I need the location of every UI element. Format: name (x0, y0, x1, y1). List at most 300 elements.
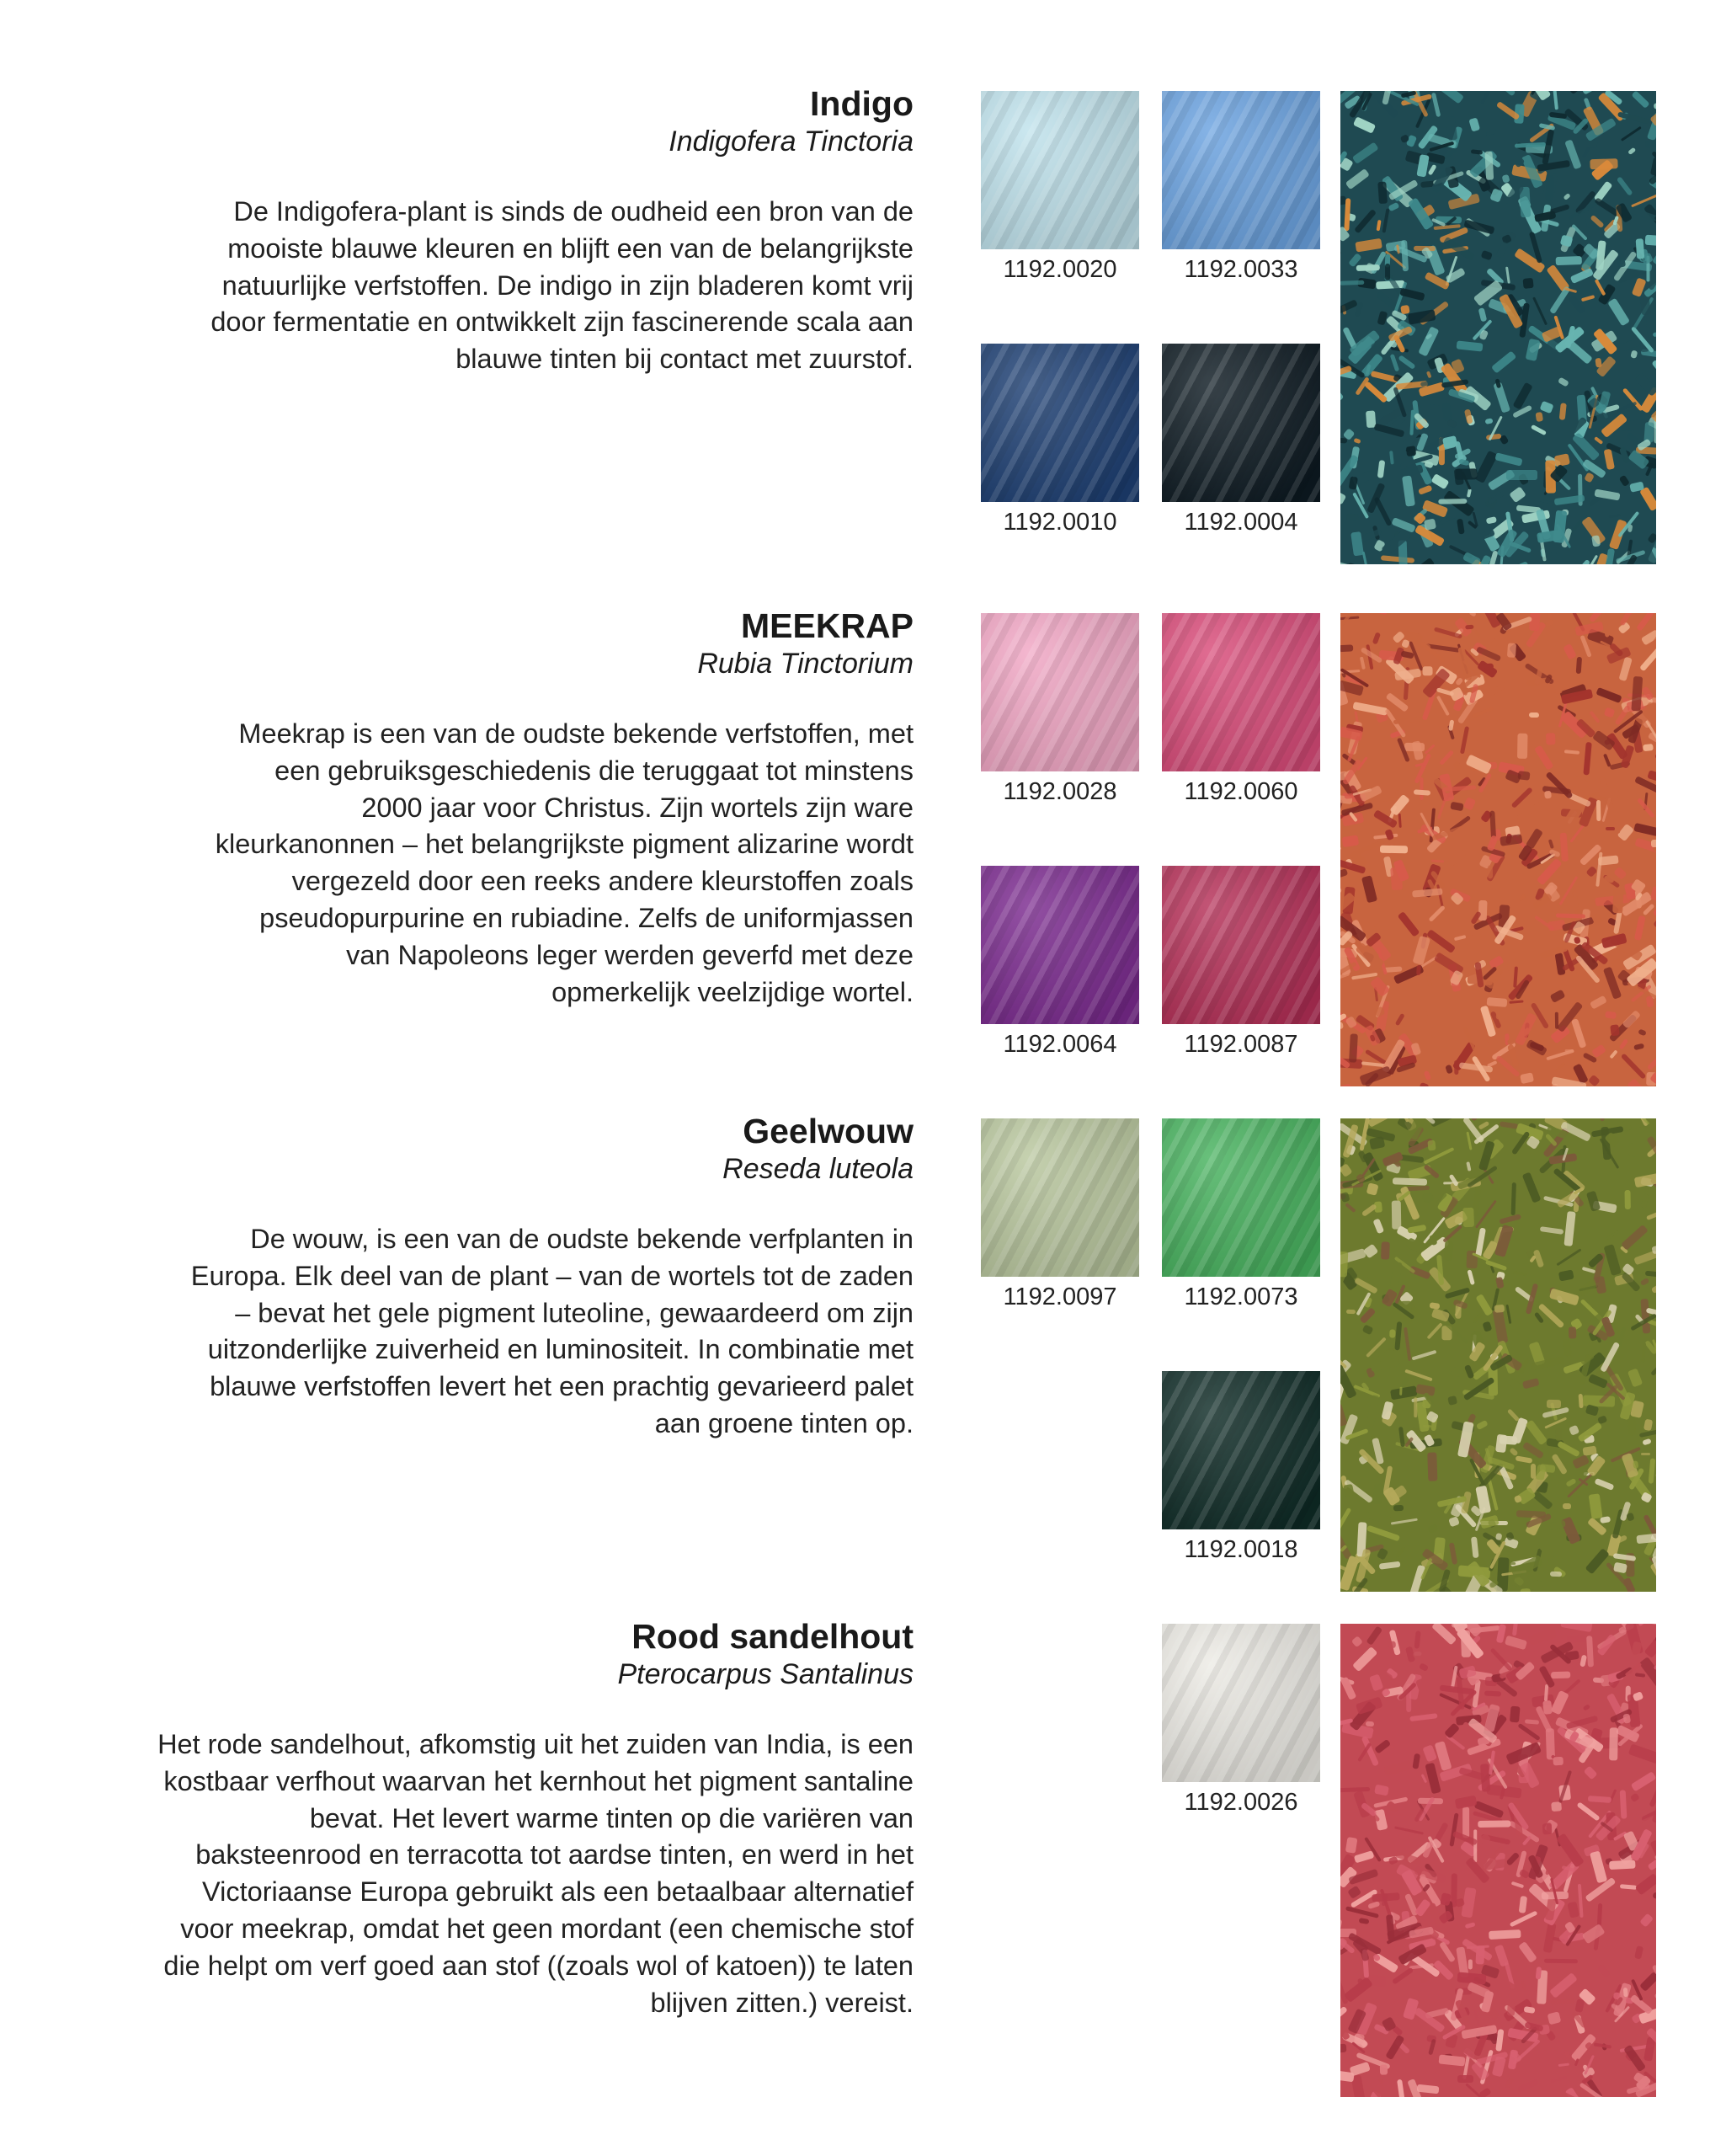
texture-chip (1483, 1321, 1493, 1332)
texture-chip (1519, 1896, 1528, 1913)
texture-chip (1484, 418, 1493, 424)
texture-chip (1508, 1378, 1521, 1390)
texture-chip (1390, 867, 1403, 891)
texture-chip (1370, 975, 1390, 996)
texture-chip (1553, 686, 1563, 694)
texture-chip (1524, 1158, 1540, 1174)
texture-chip (1653, 326, 1656, 337)
texture-chip (1457, 647, 1472, 681)
texture-chip (1554, 453, 1570, 467)
texture-chip (1366, 1182, 1379, 1195)
texture-chip (1653, 919, 1656, 944)
texture-chip (1488, 1929, 1521, 1940)
texture-chip (1389, 1262, 1402, 1289)
texture-chip (1345, 168, 1370, 189)
texture-chip (1504, 869, 1518, 883)
texture-chip (1359, 1918, 1370, 1924)
swatch-code: 1192.0026 (1184, 1789, 1298, 1816)
texture-chip (1565, 1478, 1577, 1488)
texture-chip (1461, 1491, 1472, 1513)
texture-chip (1556, 256, 1582, 265)
texture-chip (1582, 1705, 1590, 1712)
texture-chip (1421, 1192, 1435, 1205)
texture-chip (1510, 1417, 1528, 1444)
texture-chip (1428, 163, 1437, 174)
swatch-code: 1192.0087 (1184, 1031, 1298, 1058)
texture-chip (1468, 613, 1477, 617)
texture-chip (1522, 1835, 1532, 1845)
texture-chip (1587, 1454, 1606, 1476)
texture-chip (1643, 1418, 1654, 1430)
texture-chip (1388, 201, 1399, 211)
texture-chip (1340, 2070, 1354, 2082)
dye-description: Meekrap is een van de oudste bekende verfstoffen, met een gebruiksgeschiedenis die teruggaat tot minstens 2000 jaar voor Christus. Zijn wortels zijn ware kleurkanonnen – het belangrijkste pigment alizarine wordt vergezeld door een reeks andere kleurstoffen zoals pseudopurpurine en rubiadine. Zelfs de uniformjassen van Napoleons leger werden geverfd met deze opmerkelijk veelzijdige wortel. (215, 718, 914, 1007)
texture-chip (1370, 1673, 1384, 1691)
texture-chip (1450, 802, 1463, 811)
texture-chip (1571, 1019, 1586, 1049)
texture-chip (1509, 1911, 1537, 1928)
texture-chip (1411, 1350, 1436, 1361)
texture-chip (1340, 1677, 1356, 1700)
texture-chip (1341, 835, 1359, 848)
texture-chip (1478, 900, 1487, 921)
texture-chip (1547, 1400, 1561, 1408)
texture-chip (1580, 1655, 1586, 1667)
texture-chip (1633, 1691, 1643, 1702)
texture-chip (1622, 1988, 1627, 1998)
texture-chip (1551, 1998, 1575, 2006)
texture-chip (1569, 1326, 1576, 1338)
texture-chip (1542, 1823, 1552, 1835)
texture-chip (1442, 403, 1452, 421)
texture-chip (1518, 1941, 1537, 1963)
texture-chip (1606, 548, 1615, 564)
texture-chip (1589, 1075, 1601, 1086)
texture-chip (1393, 1505, 1403, 1512)
texture-chip (1633, 1043, 1644, 1049)
texture-chip (1426, 929, 1456, 953)
texture-chip (1370, 1357, 1399, 1372)
yarn-swatch (1162, 344, 1320, 537)
texture-chip (1649, 1459, 1655, 1485)
texture-chip (1340, 644, 1353, 652)
texture-chip (1638, 1657, 1656, 1689)
texture-chip (1510, 1182, 1516, 1215)
texture-chip (1448, 1517, 1459, 1528)
texture-chip (1384, 1760, 1414, 1776)
texture-chip (1613, 1561, 1627, 1573)
texture-chip (1425, 744, 1436, 754)
texture-chip (1478, 307, 1488, 322)
texture-chip (1639, 1972, 1656, 1992)
texture-chip (1633, 1460, 1638, 1469)
texture-chip (1356, 264, 1380, 271)
texture-chip (1414, 1631, 1420, 1650)
texture-chip (1640, 1913, 1654, 1927)
swatch-code: 1192.0033 (1184, 256, 1298, 283)
texture-chip (1551, 1690, 1569, 1716)
texture-chip (1583, 742, 1592, 775)
texture-chip (1652, 253, 1656, 276)
texture-chip (1589, 1493, 1602, 1518)
texture-chip (1653, 99, 1656, 109)
texture-chip (1498, 91, 1516, 96)
texture-chip (1594, 2042, 1611, 2048)
texture-chip (1427, 1524, 1439, 1534)
texture-chip (1420, 558, 1436, 564)
texture-chip (1651, 840, 1656, 847)
texture-chip (1604, 707, 1615, 718)
texture-chip (1553, 1757, 1564, 1765)
texture-chip (1367, 1118, 1396, 1128)
swatch-code: 1192.0004 (1184, 509, 1298, 536)
yarn-swatch-image (1162, 866, 1320, 1024)
texture-chip (1385, 264, 1390, 280)
texture-chip (1652, 360, 1656, 371)
texture-chip (1345, 1203, 1356, 1213)
texture-chip (1517, 734, 1528, 760)
texture-chip (1375, 1784, 1390, 1796)
texture-chip (1355, 238, 1382, 253)
yarn-swatch-image (1162, 1371, 1320, 1529)
texture-chip (1340, 1630, 1343, 1642)
texture-chip (1395, 1546, 1406, 1558)
swatch-code: 1192.0097 (1003, 1283, 1117, 1310)
texture-chip (1646, 1206, 1656, 1220)
texture-chip (1569, 1425, 1580, 1436)
texture-chip (1486, 130, 1498, 136)
texture-chip (1583, 1765, 1597, 1780)
texture-chip (1505, 266, 1510, 283)
texture-chip (1431, 860, 1444, 863)
texture-chip (1418, 326, 1440, 357)
texture-chip (1464, 1923, 1475, 1929)
texture-chip (1585, 1404, 1600, 1417)
texture-chip (1651, 1118, 1656, 1123)
yarn-swatch (1162, 1118, 1320, 1312)
texture-chip (1431, 92, 1441, 117)
texture-chip (1505, 1304, 1511, 1324)
texture-chip (1560, 1624, 1592, 1632)
texture-chip (1644, 1626, 1656, 1658)
texture-chip (1501, 174, 1510, 184)
texture-chip (1549, 1572, 1561, 1577)
texture-chip (1648, 1624, 1656, 1626)
texture-chip (1609, 513, 1621, 517)
texture-chip (1589, 711, 1600, 723)
texture-chip (1445, 1065, 1453, 1075)
texture-chip (1382, 1241, 1391, 1259)
texture-chip (1494, 382, 1510, 413)
texture-chip (1380, 2064, 1388, 2074)
texture-chip (1633, 1945, 1643, 1959)
texture-chip (1506, 643, 1516, 657)
texture-chip (1603, 449, 1615, 471)
texture-chip (1477, 1281, 1495, 1291)
texture-chip (1401, 240, 1409, 271)
texture-chip (1390, 1329, 1396, 1337)
texture-chip (1484, 1690, 1501, 1696)
texture-chip (1494, 815, 1518, 819)
yarn-swatch (981, 344, 1139, 537)
texture-chip (1513, 1270, 1527, 1275)
texture-chip (1352, 702, 1388, 715)
texture-chip (1361, 552, 1369, 564)
texture-chip (1340, 1918, 1343, 1929)
texture-chip (1621, 1053, 1647, 1080)
texture-chip (1446, 267, 1466, 283)
yarn-swatch-image (981, 613, 1139, 771)
swatch-code: 1192.0064 (1003, 1031, 1117, 1058)
texture-chip (1363, 2072, 1388, 2097)
texture-chip (1531, 424, 1547, 435)
plant-photo-sandelhout (1340, 1624, 1656, 2097)
texture-chip (1469, 117, 1480, 131)
texture-chip (1393, 1177, 1427, 1186)
texture-chip (1622, 1010, 1641, 1029)
texture-chip (1597, 856, 1618, 866)
swatch-code: 1192.0028 (1003, 778, 1117, 805)
texture-chip (1399, 1386, 1403, 1395)
texture-chip (1654, 746, 1656, 760)
texture-chip (1353, 116, 1376, 134)
texture-chip (1631, 91, 1649, 109)
texture-chip (1458, 459, 1469, 466)
texture-chip (1365, 614, 1374, 623)
texture-chip (1525, 1720, 1539, 1726)
texture-chip (1655, 1765, 1656, 1782)
texture-chip (1475, 1945, 1484, 1964)
texture-chip (1586, 1636, 1594, 1667)
texture-chip (1627, 1078, 1646, 1086)
texture-chip (1480, 250, 1493, 261)
texture-chip (1377, 182, 1388, 205)
texture-chip (1457, 518, 1465, 534)
texture-chip (1535, 411, 1542, 421)
texture-chip (1517, 800, 1546, 821)
texture-chip (1631, 278, 1646, 298)
texture-chip (1384, 829, 1394, 841)
texture-chip (1621, 125, 1642, 141)
texture-chip (1478, 2087, 1491, 2097)
yarn-swatch-image (1162, 91, 1320, 249)
texture-chip (1377, 461, 1385, 479)
dye-description: Het rode sandelhout, afkomstig uit het zuiden van India, is een kostbaar verfhout waarvan het kernhout het pigment santaline bevat. Het levert warme tinten op die variëren van baksteenrood en terracotta tot aardse tinten, en werd in het Victoriaanse Europa gebruikt als een betaalbaar alternatief voor meekrap, omdat het geen mordant (een chemische stof die helpt om verf goed aan stof ((zoals wol of katoen)) te laten blijven zitten.) vereist. (157, 1729, 914, 2018)
texture-chip (1625, 1190, 1631, 1209)
texture-chip (1641, 1278, 1650, 1286)
texture-chip (1366, 1721, 1375, 1726)
texture-chip (1542, 1700, 1553, 1715)
texture-chip (1645, 235, 1656, 247)
texture-chip (1362, 1324, 1374, 1335)
texture-chip (1506, 470, 1537, 480)
texture-chip (1563, 1503, 1572, 1509)
texture-chip (1638, 1029, 1647, 1037)
texture-chip (1609, 1727, 1618, 1760)
dye-text-block (156, 1615, 914, 2021)
texture-chip (1640, 487, 1656, 512)
texture-chip (1354, 208, 1377, 233)
texture-chip (1439, 750, 1454, 766)
swatch-code: 1192.0073 (1184, 1283, 1298, 1310)
texture-chip (1558, 2063, 1569, 2067)
texture-chip (1641, 1453, 1650, 1456)
texture-chip (1487, 997, 1508, 1007)
texture-chip (1449, 1543, 1457, 1566)
texture-chip (1416, 965, 1421, 975)
texture-chip (1640, 1193, 1649, 1209)
texture-chip (1558, 403, 1566, 420)
texture-chip (1389, 451, 1394, 464)
texture-chip (1340, 2044, 1346, 2053)
texture-chip (1524, 2006, 1536, 2014)
texture-chip (1573, 776, 1592, 792)
dye-title: Rood sandelhout (631, 1617, 914, 1656)
texture-chip (1548, 1520, 1566, 1530)
swatch-code: 1192.0060 (1184, 778, 1298, 805)
texture-chip (1474, 1829, 1478, 1862)
texture-chip (1554, 953, 1565, 975)
yarn-swatch-image (1162, 344, 1320, 502)
texture-chip (1478, 1121, 1490, 1130)
texture-chip (1619, 1790, 1627, 1818)
texture-chip (1349, 1033, 1358, 1063)
texture-chip (1414, 790, 1430, 796)
texture-chip (1522, 1171, 1542, 1203)
texture-chip (1462, 797, 1476, 810)
yarn-swatch-image (1162, 1624, 1320, 1782)
texture-chip (1510, 1705, 1521, 1722)
texture-chip (1628, 1744, 1656, 1764)
texture-chip (1627, 147, 1636, 155)
dye-title: MEEKRAP (740, 606, 914, 645)
texture-chip (1345, 1837, 1358, 1854)
texture-chip (1366, 1625, 1382, 1645)
texture-chip (1558, 376, 1569, 387)
texture-chip (1394, 1321, 1402, 1350)
texture-chip (1480, 1514, 1500, 1529)
texture-chip (1564, 643, 1578, 660)
texture-chip (1653, 846, 1656, 862)
texture-chip (1576, 1801, 1601, 1822)
dye-text-block (156, 83, 914, 378)
texture-chip (1517, 2079, 1539, 2093)
texture-chip (1655, 1444, 1656, 1479)
yarn-swatch (981, 866, 1139, 1059)
texture-chip (1340, 1787, 1370, 1792)
texture-chip (1346, 1310, 1356, 1315)
texture-chip (1550, 2076, 1567, 2084)
texture-chip (1359, 784, 1382, 802)
texture-chip (1372, 1483, 1384, 1504)
texture-chip (1572, 891, 1580, 909)
texture-chip (1511, 561, 1528, 564)
texture-chip (1397, 911, 1420, 937)
texture-chip (1564, 1211, 1576, 1246)
texture-chip (1618, 1038, 1628, 1050)
texture-chip (1397, 2079, 1406, 2097)
texture-chip (1634, 823, 1656, 836)
texture-chip (1428, 905, 1445, 921)
texture-chip (1485, 515, 1497, 524)
texture-chip (1585, 866, 1597, 878)
dye-latin-name: Reseda luteola (722, 1153, 914, 1185)
texture-chip (1372, 632, 1381, 645)
texture-chip (1585, 1548, 1610, 1575)
texture-chip (1510, 1881, 1524, 1888)
texture-chip (1361, 875, 1377, 903)
texture-chip (1418, 484, 1432, 494)
texture-chip (1588, 1796, 1612, 1803)
yarn-swatch-image (981, 91, 1139, 249)
texture-chip (1415, 1678, 1436, 1712)
texture-chip (1494, 1305, 1505, 1314)
texture-chip (1633, 1263, 1644, 1273)
texture-chip (1352, 1646, 1377, 1672)
texture-chip (1610, 1024, 1620, 1036)
texture-chip (1378, 1561, 1400, 1570)
texture-chip (1654, 1993, 1656, 1999)
texture-chip (1574, 1999, 1585, 2013)
texture-chip (1551, 91, 1558, 109)
texture-chip (1529, 712, 1539, 718)
texture-chip (1366, 1395, 1380, 1427)
texture-chip (1550, 1671, 1569, 1678)
texture-chip (1350, 1636, 1362, 1647)
texture-chip (1423, 666, 1433, 675)
texture-chip (1516, 1455, 1532, 1463)
texture-chip (1588, 1374, 1608, 1389)
texture-chip (1652, 1241, 1656, 1255)
texture-chip (1609, 1050, 1617, 1059)
dye-text-block (156, 605, 914, 1011)
texture-chip (1606, 827, 1615, 830)
texture-chip (1626, 1513, 1634, 1522)
texture-chip (1597, 1964, 1611, 1978)
texture-chip (1544, 1780, 1556, 1803)
dye-description: De wouw, is een van de oudste bekende verfplanten in Europa. Elk deel van de plant – van de wortels tot de zaden – bevat het gele pigment luteoline, gewaardeerd om zijn uitzonderlijke zuiverheid en luminositeit. In combinatie met blauwe verfstoffen levert het een prachtig gevarieerd palet aan groene tinten op. (190, 1224, 914, 1438)
texture-chip (1464, 625, 1473, 630)
texture-chip (1511, 1554, 1544, 1578)
texture-chip (1549, 1972, 1578, 1999)
yarn-swatch (1162, 1624, 1320, 1817)
texture-chip (1526, 339, 1541, 361)
swatch-code: 1192.0010 (1003, 509, 1117, 536)
texture-chip (1548, 2012, 1562, 2025)
texture-chip (1449, 1813, 1458, 1847)
texture-chip (1544, 1959, 1578, 1963)
texture-chip (1372, 1892, 1400, 1903)
yarn-swatch-image (981, 1118, 1139, 1277)
texture-chip (1650, 1358, 1656, 1376)
texture-chip (1398, 814, 1401, 829)
texture-chip (1562, 1338, 1573, 1357)
texture-chip (1340, 1364, 1357, 1400)
texture-chip (1474, 630, 1481, 638)
texture-chip (1471, 1764, 1478, 1769)
texture-chip (1478, 1821, 1510, 1828)
texture-chip (1436, 696, 1450, 717)
texture-chip (1426, 1322, 1443, 1340)
texture-chip (1417, 2084, 1440, 2095)
texture-chip (1426, 371, 1432, 379)
texture-chip (1635, 373, 1656, 398)
texture-chip (1495, 719, 1512, 733)
texture-chip (1578, 558, 1591, 564)
dye-description: De Indigofera-plant is sinds de oudheid een bron van de mooiste blauwe kleuren en blijft een van de belangrijkste natuurlijke verfstoffen. De indigo in zijn bladeren komt vrij door fermentatie en ontwikkelt zijn fascinerende scala aan blauwe tinten bij contact met zuurstof. (210, 196, 914, 375)
texture-chip (1414, 1398, 1417, 1418)
texture-chip (1470, 1118, 1485, 1122)
